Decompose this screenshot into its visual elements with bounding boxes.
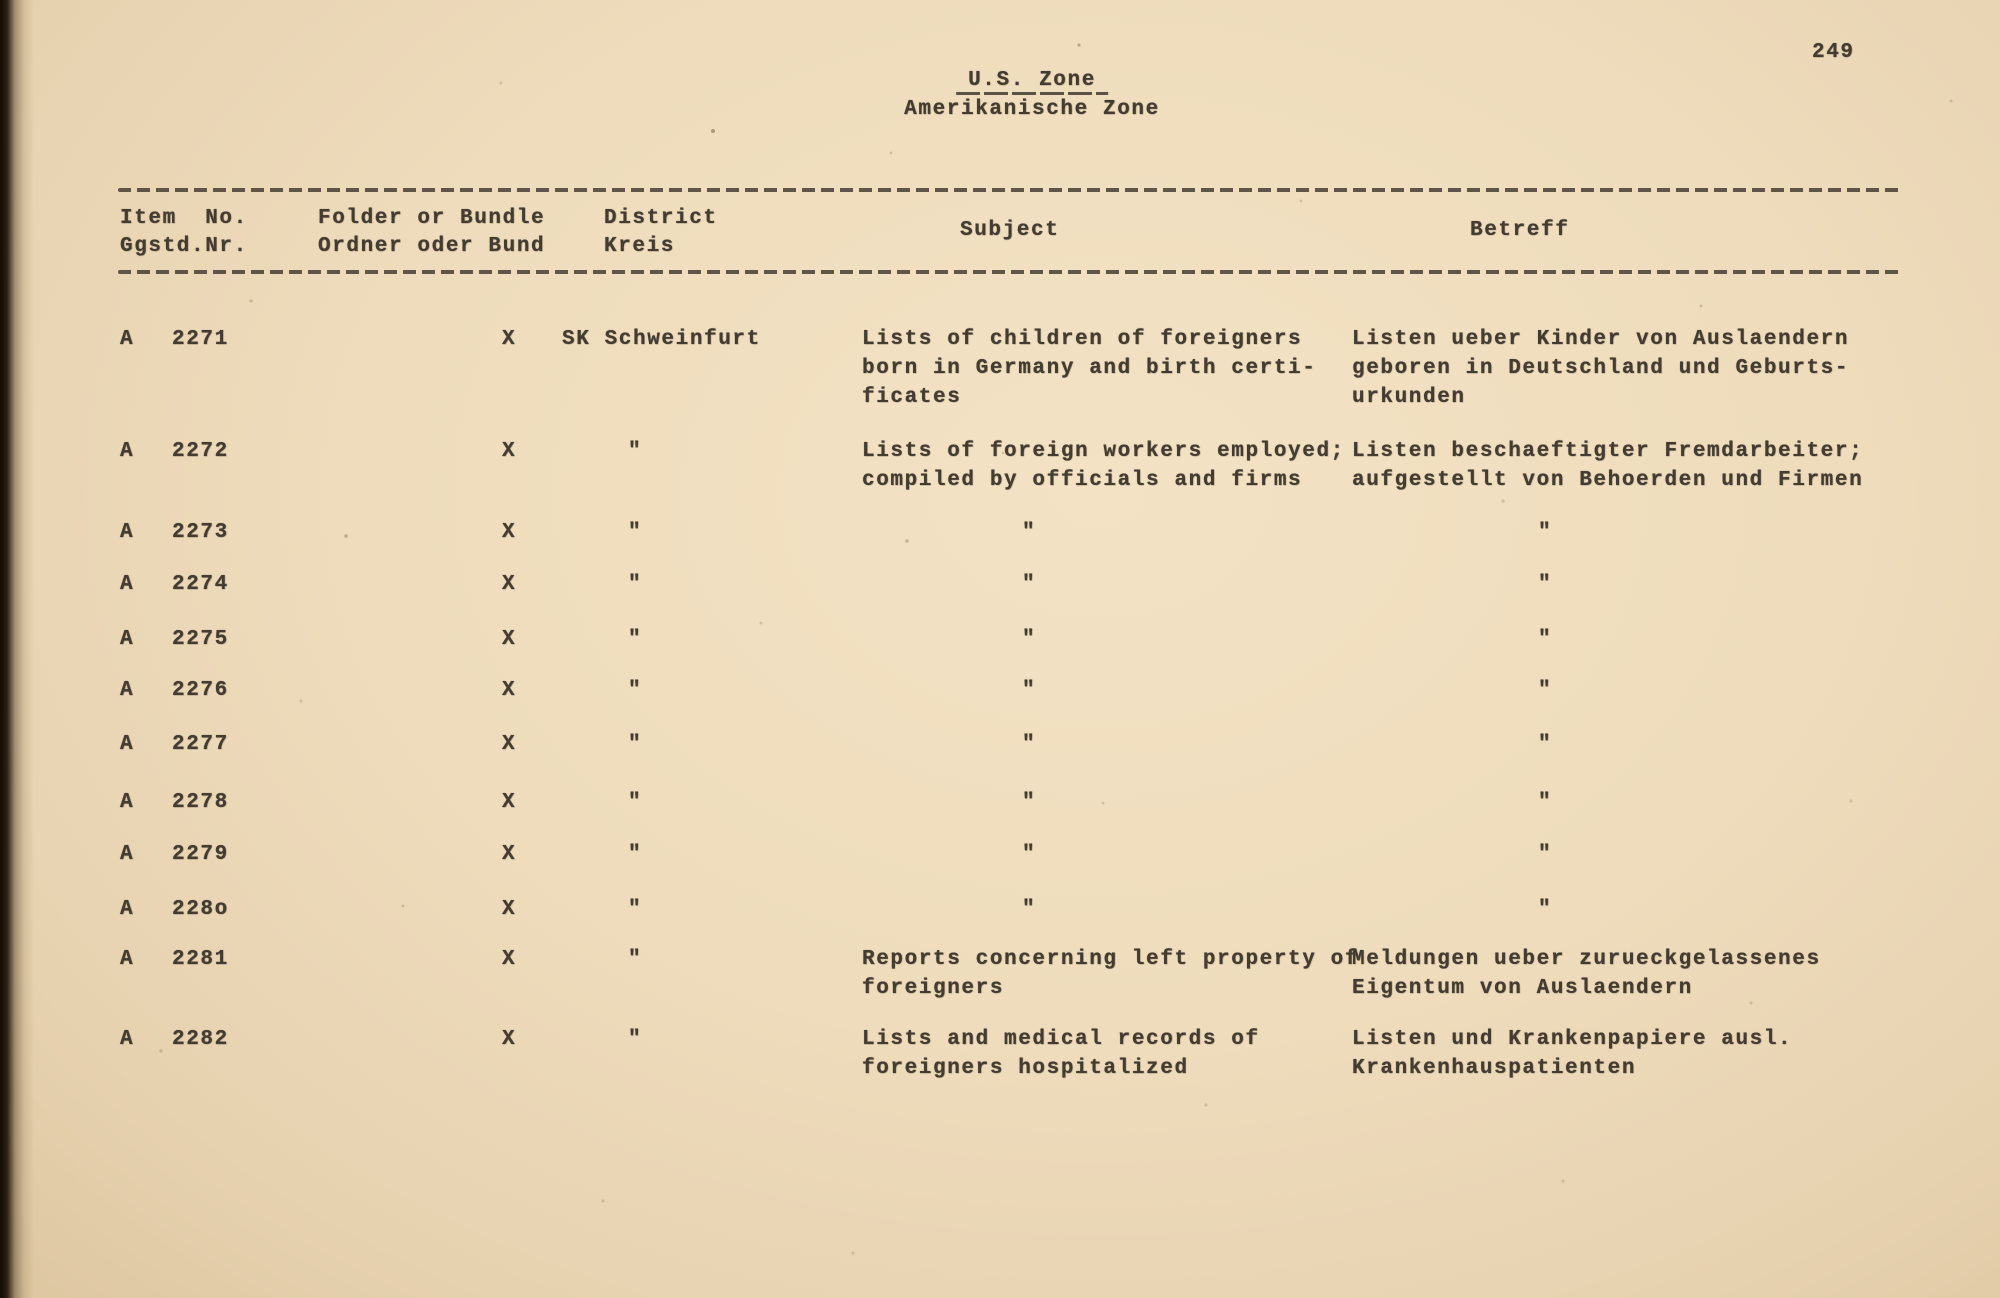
item-number-cell: 2281 bbox=[172, 948, 229, 971]
item-letter-cell: A bbox=[120, 328, 135, 351]
bundle-mark-cell: X bbox=[502, 328, 517, 351]
bundle-mark-cell: X bbox=[502, 733, 517, 756]
subject-cell-line: " bbox=[1022, 573, 1037, 596]
betreff-cell-line: " bbox=[1538, 521, 1553, 544]
item-letter-cell: A bbox=[120, 1028, 135, 1051]
bundle-mark-cell: X bbox=[502, 440, 517, 463]
subject-cell-line: " bbox=[1022, 521, 1037, 544]
betreff-cell-line: urkunden bbox=[1352, 386, 1466, 409]
table-header-folder-line1: Folder or Bundle bbox=[318, 207, 546, 230]
betreff-cell-line: " bbox=[1538, 679, 1553, 702]
item-letter-cell: A bbox=[120, 948, 135, 971]
betreff-cell-line: Meldungen ueber zurueckgelassenes bbox=[1352, 948, 1821, 971]
subject-cell bbox=[862, 1025, 1260, 1083]
district-cell: " bbox=[628, 948, 643, 971]
betreff-cell bbox=[1352, 1025, 1792, 1083]
table-header-item-line2: Ggstd.Nr. bbox=[120, 235, 248, 258]
betreff-cell bbox=[1538, 570, 1552, 599]
item-number-cell: 228o bbox=[172, 898, 229, 921]
betreff-cell bbox=[1352, 437, 1863, 495]
page-title-block bbox=[904, 66, 1160, 124]
item-letter-cell: A bbox=[120, 521, 135, 544]
bundle-mark-cell: X bbox=[502, 573, 517, 596]
betreff-cell-line: geboren in Deutschland und Geburts- bbox=[1352, 357, 1850, 380]
table-header-subject: Subject bbox=[960, 219, 1060, 242]
table-header-district-line2: Kreis bbox=[604, 235, 676, 258]
subject-cell bbox=[862, 945, 1359, 1003]
subject-cell bbox=[1022, 788, 1036, 817]
district-cell: " bbox=[628, 733, 643, 756]
bundle-mark-cell: X bbox=[502, 521, 517, 544]
district-cell: " bbox=[628, 679, 643, 702]
subject-cell-line: ficates bbox=[862, 386, 962, 409]
betreff-cell bbox=[1538, 788, 1552, 817]
item-number-cell: 2277 bbox=[172, 733, 229, 756]
item-letter-cell: A bbox=[120, 843, 135, 866]
item-letter-cell: A bbox=[120, 628, 135, 651]
item-number-cell: 2276 bbox=[172, 679, 229, 702]
item-number-cell: 2274 bbox=[172, 573, 229, 596]
district-cell: " bbox=[628, 898, 643, 921]
betreff-cell-line: Krankenhauspatienten bbox=[1352, 1057, 1637, 1080]
subject-cell bbox=[1022, 625, 1036, 654]
table-header-betreff: Betreff bbox=[1470, 219, 1570, 242]
betreff-cell-line: " bbox=[1538, 628, 1553, 651]
page-number: 249 bbox=[1812, 41, 1855, 64]
district-cell: " bbox=[628, 628, 643, 651]
table-header-district-line1: District bbox=[604, 207, 718, 230]
binding-edge bbox=[0, 0, 34, 1298]
subject-cell-line: foreigners hospitalized bbox=[862, 1057, 1189, 1080]
subject-cell bbox=[862, 437, 1345, 495]
district-cell: " bbox=[628, 521, 643, 544]
table-rule-top bbox=[118, 188, 1902, 192]
betreff-cell bbox=[1538, 518, 1552, 547]
item-number-cell: 2271 bbox=[172, 328, 229, 351]
table-header-folder-line2: Ordner oder Bund bbox=[318, 235, 546, 258]
bundle-mark-cell: X bbox=[502, 898, 517, 921]
subject-cell-line: " bbox=[1022, 791, 1037, 814]
betreff-cell-line: " bbox=[1538, 843, 1553, 866]
bundle-mark-cell: X bbox=[502, 628, 517, 651]
item-number-cell: 2272 bbox=[172, 440, 229, 463]
district-cell: " bbox=[628, 791, 643, 814]
table-header-item-line1: Item No. bbox=[120, 207, 248, 230]
bundle-mark-cell: X bbox=[502, 843, 517, 866]
paper-texture bbox=[0, 0, 2, 2]
bundle-mark-cell: X bbox=[502, 948, 517, 971]
subject-cell-line: Lists and medical records of bbox=[862, 1028, 1260, 1051]
betreff-cell bbox=[1352, 325, 1849, 412]
page-subtitle: Amerikanische Zone bbox=[904, 98, 1160, 121]
item-number-cell: 2275 bbox=[172, 628, 229, 651]
betreff-cell bbox=[1538, 730, 1552, 759]
district-cell: SK Schweinfurt bbox=[562, 328, 761, 351]
subject-cell-line: " bbox=[1022, 679, 1037, 702]
betreff-cell-line: Eigentum von Auslaendern bbox=[1352, 977, 1693, 1000]
item-number-cell: 2279 bbox=[172, 843, 229, 866]
district-cell: " bbox=[628, 843, 643, 866]
table-rule-bottom bbox=[118, 270, 1902, 274]
item-letter-cell: A bbox=[120, 898, 135, 921]
item-number-cell: 2273 bbox=[172, 521, 229, 544]
subject-cell bbox=[1022, 570, 1036, 599]
item-letter-cell: A bbox=[120, 791, 135, 814]
subject-cell-line: born in Germany and birth certi- bbox=[862, 357, 1317, 380]
betreff-cell-line: " bbox=[1538, 573, 1553, 596]
district-cell: " bbox=[628, 573, 643, 596]
subject-cell-line: compiled by officials and firms bbox=[862, 469, 1303, 492]
betreff-cell-line: Listen beschaeftigter Fremdarbeiter; bbox=[1352, 440, 1864, 463]
subject-cell-line: Reports concerning left property of bbox=[862, 948, 1360, 971]
bundle-mark-cell: X bbox=[502, 1028, 517, 1051]
betreff-cell bbox=[1538, 625, 1552, 654]
subject-cell-line: foreigners bbox=[862, 977, 1005, 1000]
subject-cell-line: " bbox=[1022, 898, 1037, 921]
page-title: U.S. Zone bbox=[968, 69, 1096, 92]
betreff-cell bbox=[1538, 676, 1552, 705]
subject-cell-line: Lists of foreign workers employed; bbox=[862, 440, 1345, 463]
subject-cell bbox=[1022, 840, 1036, 869]
item-letter-cell: A bbox=[120, 733, 135, 756]
bundle-mark-cell: X bbox=[502, 791, 517, 814]
betreff-cell-line: Listen ueber Kinder von Auslaendern bbox=[1352, 328, 1850, 351]
betreff-cell-line: aufgestellt von Behoerden und Firmen bbox=[1352, 469, 1864, 492]
betreff-cell bbox=[1352, 945, 1821, 1003]
item-number-cell: 2278 bbox=[172, 791, 229, 814]
item-letter-cell: A bbox=[120, 679, 135, 702]
bundle-mark-cell: X bbox=[502, 679, 517, 702]
betreff-cell bbox=[1538, 895, 1552, 924]
subject-cell-line: " bbox=[1022, 733, 1037, 756]
betreff-cell-line: " bbox=[1538, 898, 1553, 921]
betreff-cell-line: " bbox=[1538, 791, 1553, 814]
subject-cell bbox=[1022, 730, 1036, 759]
subject-cell-line: " bbox=[1022, 628, 1037, 651]
district-cell: " bbox=[628, 1028, 643, 1051]
subject-cell bbox=[1022, 518, 1036, 547]
subject-cell bbox=[1022, 676, 1036, 705]
subject-cell bbox=[862, 325, 1316, 412]
item-number-cell: 2282 bbox=[172, 1028, 229, 1051]
betreff-cell-line: Listen und Krankenpapiere ausl. bbox=[1352, 1028, 1793, 1051]
subject-cell-line: Lists of children of foreigners bbox=[862, 328, 1303, 351]
betreff-cell-line: " bbox=[1538, 733, 1553, 756]
betreff-cell bbox=[1538, 840, 1552, 869]
subject-cell bbox=[1022, 895, 1036, 924]
district-cell: " bbox=[628, 440, 643, 463]
item-letter-cell: A bbox=[120, 573, 135, 596]
item-letter-cell: A bbox=[120, 440, 135, 463]
subject-cell-line: " bbox=[1022, 843, 1037, 866]
